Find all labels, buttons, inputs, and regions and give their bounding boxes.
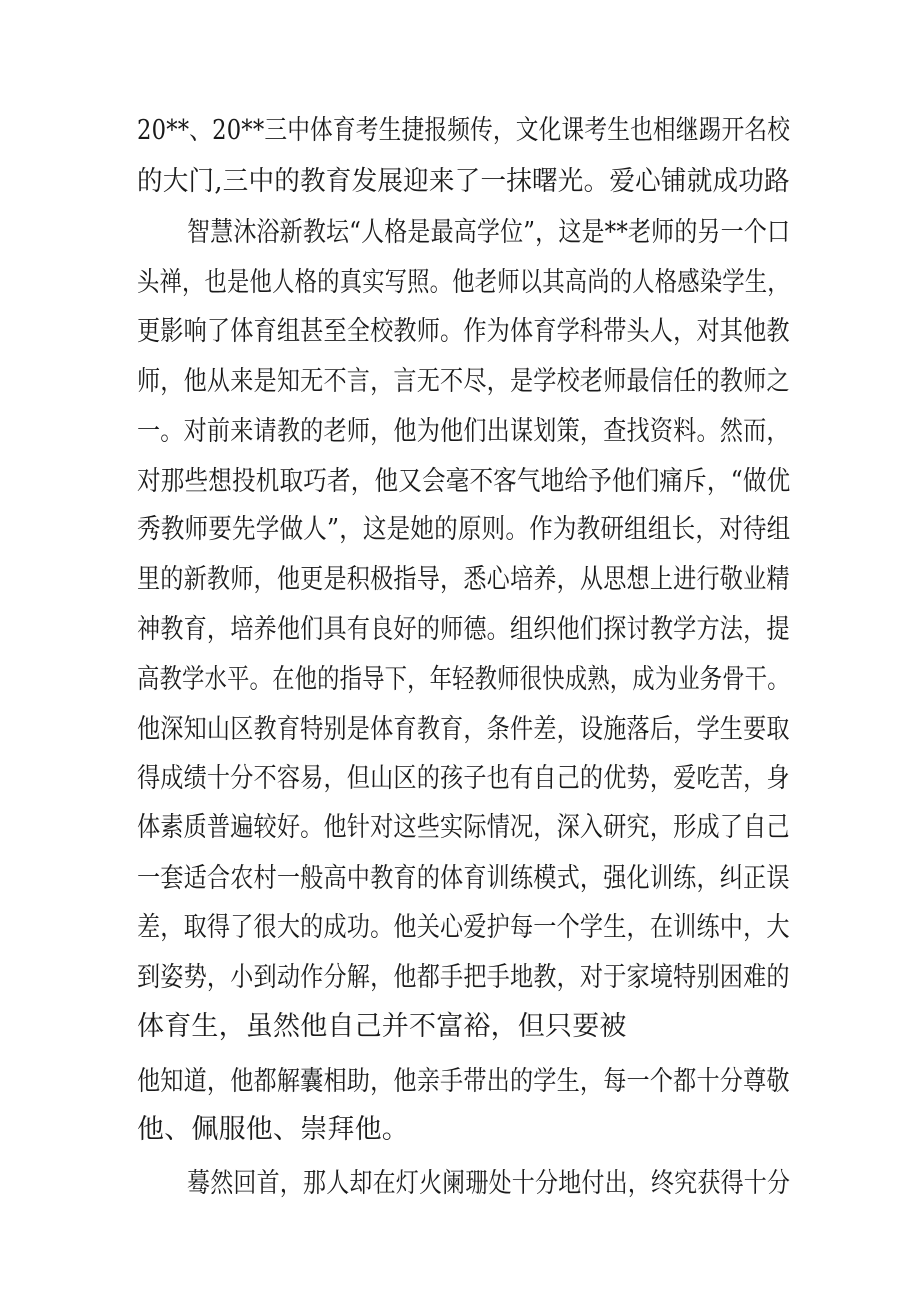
text-line: 一套适合农村一般高中教育的体育训练模式，强化训练，纠正误 [137, 863, 790, 894]
text-line: 里的新教师，他更是积极指导，悉心培养，从思想上进行敬业精 [137, 564, 790, 595]
text-line: 头禅，也是他人格的真实写照。他老师以其高尚的人格感染学生， [137, 267, 790, 298]
text-line: 他深知山区教育特别是体育教育，条件差，设施落后，学生要取 [137, 714, 790, 745]
paragraph-first-line: 蓦然回首，那人却在灯火阑珊处十分地付出，终究获得十分 [187, 1168, 791, 1199]
text-line: 得成绩十分不容易，但山区的孩子也有自己的优势，爱吃苦，身 [137, 763, 790, 794]
text-line: 20**、20**三中体育考生捷报频传，文化课考生也相继踢开名校 [137, 115, 791, 146]
text-line: 他、佩服他、崇拜他。 [137, 1114, 409, 1145]
text-line: 师，他从来是知无不言，言无不尽，是学校老师最信任的教师之 [137, 366, 790, 397]
text-line: 高教学水平。在他的指导下，年轻教师很快成熟，成为业务骨干。 [137, 664, 790, 695]
text-line: 他知道，他都解囊相助，他亲手带出的学生，每一个都十分尊敬 [137, 1066, 790, 1097]
paragraph-first-line: 智慧沐浴新教坛“人格是最高学位”，这是**老师的另一个口 [187, 217, 791, 248]
text-line: 体育生，虽然他自己并不富裕，但只要被 [137, 1011, 627, 1042]
text-line: 的大门,三中的教育发展迎来了一抹曙光。爱心铺就成功路 [137, 166, 790, 197]
text-line: 差，取得了很大的成功。他关心爱护每一个学生，在训练中，大 [137, 912, 790, 943]
text-line: 对那些想投机取巧者，他又会毫不客气地给予他们痛斥，“做优 [137, 466, 791, 497]
text-line: 神教育，培养他们具有良好的师德。组织他们探讨教学方法，提 [137, 614, 790, 645]
text-line: 体素质普遍较好。他针对这些实际情况，深入研究，形成了自己 [137, 812, 790, 843]
text-line: 更影响了体育组甚至全校教师。作为体育学科带头人，对其他教 [137, 316, 790, 347]
text-line: 到姿势，小到动作分解，他都手把手地教，对于家境特别困难的 [137, 962, 790, 993]
text-line: 一。对前来请教的老师，他为他们出谋划策，查找资料。然而， [137, 416, 790, 447]
text-line: 秀教师要先学做人”，这是她的原则。作为教研组组长，对待组 [137, 514, 791, 545]
